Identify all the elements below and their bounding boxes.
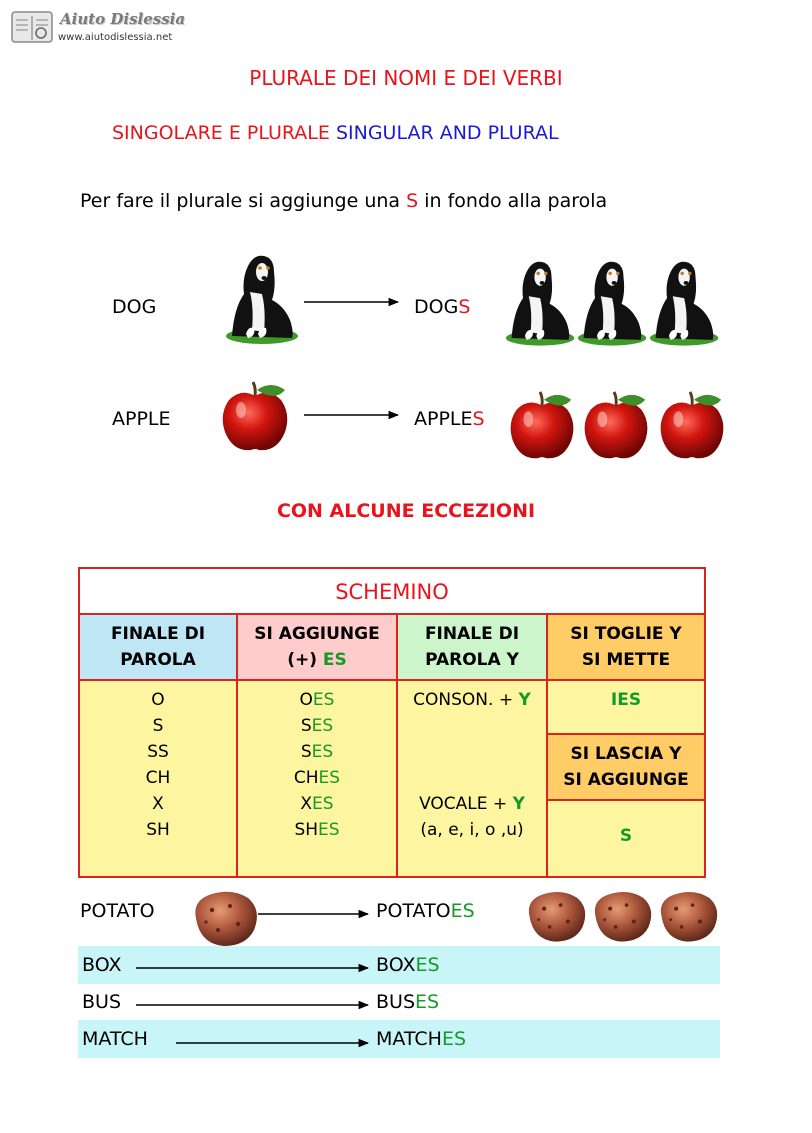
word-bus-plural: BUSES <box>376 991 440 1013</box>
dog-image <box>224 248 304 344</box>
scheme-caption: SCHEMINO <box>78 567 706 615</box>
example-dog-singular: DOG <box>112 296 157 318</box>
header-remove-y <box>546 613 706 681</box>
header-y-ending <box>396 613 548 681</box>
column-endings <box>78 679 238 878</box>
ending-item: O <box>151 690 165 710</box>
header-add-es-line1: SI AGGIUNGE <box>254 624 380 644</box>
apple-image-plural-3 <box>656 390 728 462</box>
word-potato-singular: POTATO <box>80 900 155 922</box>
added-item: XES <box>300 794 334 814</box>
dog-image-plural-3 <box>648 252 724 348</box>
added-item: SES <box>300 716 334 736</box>
word-match-singular: MATCH <box>82 1028 148 1050</box>
example-apple-singular: APPLE <box>112 408 171 430</box>
page-title: PLURALE DEI NOMI E DEI VERBI <box>249 66 563 90</box>
apple-image-plural-2 <box>580 390 652 462</box>
y-vowel-rule: VOCALE + Y <box>419 794 525 814</box>
potato-image-plural-2 <box>590 888 654 944</box>
word-potato-arrow <box>258 907 370 921</box>
word-box-arrow <box>136 961 370 975</box>
apple-image <box>218 380 292 454</box>
rule-ies: IES <box>546 679 706 735</box>
header-word-ending <box>78 613 238 681</box>
ending-item: CH <box>145 768 171 788</box>
logo-url: www.aiutodislessia.net <box>58 32 173 43</box>
example-dog-arrow <box>304 295 400 309</box>
word-box-plural: BOXES <box>376 954 440 976</box>
rule-text-after: in fondo alla parola <box>424 190 608 212</box>
ending-item: X <box>152 794 164 814</box>
example-apple-arrow <box>304 408 400 422</box>
header-word-ending-line2: PAROLA <box>120 650 196 670</box>
header-y-ending-line1: FINALE DI <box>424 624 520 644</box>
example-dog-plural-stem: DOG <box>414 296 459 318</box>
rule-keep-y: SI LASCIA Y SI AGGIUNGE <box>546 733 706 801</box>
site-logo <box>8 6 186 46</box>
added-item: OES <box>299 690 335 710</box>
potato-image-plural-1 <box>524 888 588 944</box>
example-dog-plural <box>414 296 470 318</box>
potato-image <box>190 888 260 948</box>
plural-rule <box>80 190 607 212</box>
subtitle-english: SINGULAR AND PLURAL <box>335 122 559 144</box>
example-apple-plural-suffix: S <box>472 408 485 430</box>
dog-image-plural-1 <box>504 252 580 348</box>
rule-add-s: S <box>546 799 706 878</box>
y-consonant-rule: CONSON. + Y <box>413 690 531 710</box>
header-word-ending-line1: FINALE DI <box>110 624 206 644</box>
subtitle <box>112 122 559 144</box>
header-remove-y-line2: SI METTE <box>581 650 671 670</box>
header-add-es <box>236 613 398 681</box>
subtitle-italian: SINGOLARE E PLURALE <box>112 122 330 144</box>
word-bus-singular: BUS <box>82 991 122 1013</box>
word-box-singular: BOX <box>82 954 122 976</box>
header-remove-y-line1: SI TOGLIE Y <box>570 624 682 644</box>
dog-image-plural-2 <box>576 252 652 348</box>
exceptions-heading: CON ALCUNE ECCEZIONI <box>276 500 536 522</box>
example-dog-plural-suffix: S <box>458 296 471 318</box>
ending-item: SS <box>147 742 169 762</box>
ending-item: SH <box>146 820 170 840</box>
apple-image-plural-1 <box>506 390 578 462</box>
book-logo-icon <box>10 8 54 46</box>
added-item: CHES <box>293 768 341 788</box>
word-match-plural: MATCHES <box>376 1028 467 1050</box>
rule-letter: S <box>406 190 419 212</box>
column-y-endings <box>396 679 548 878</box>
header-add-es-suffix: ES <box>322 650 347 670</box>
y-vowel-list: (a, e, i, o ,u) <box>420 820 524 840</box>
ending-item: S <box>152 716 164 736</box>
logo-brand: Aiuto Dislessia <box>60 10 186 28</box>
example-apple-plural-stem: APPLE <box>414 408 473 430</box>
potato-image-plural-3 <box>656 888 720 944</box>
added-item: SHES <box>294 820 340 840</box>
header-add-es-prefix: (+) <box>287 650 317 670</box>
added-item: SES <box>300 742 334 762</box>
header-y-ending-line2: PAROLA Y <box>425 650 519 670</box>
word-potato-plural: POTATOES <box>376 900 475 922</box>
rule-text-before: Per fare il plurale si aggiunge una <box>80 190 401 212</box>
plural-scheme-table <box>78 567 706 878</box>
example-apple-plural <box>414 408 485 430</box>
word-match-arrow <box>176 1036 370 1050</box>
column-added <box>236 679 398 878</box>
word-bus-arrow <box>136 998 370 1012</box>
header-add-es-line2 <box>238 647 396 673</box>
